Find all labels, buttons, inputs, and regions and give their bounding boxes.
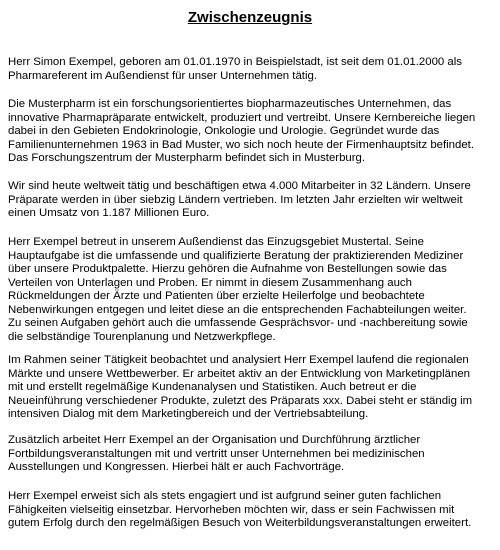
paragraph-line: Wir sind heute weltweit tätig und beschäftigen etwa 4.000 Mitarbeiter in 32 Ländern. Unsere [8, 180, 471, 192]
paragraph-7 [8, 490, 498, 531]
paragraph-line: Nebenwirkungen entgegen und leitet diese an die entsprechenden Fachabteilungen weiter. [8, 303, 467, 316]
paragraph-line: Rückmeldungen der Ärzte und Patienten über erzielte Heilerfolge und beobachtete [8, 290, 425, 302]
paragraph-line: über unsere Produktpalette. Hierzu gehören die Aufnahme von Bestellungen sowie das [8, 263, 447, 275]
paragraph-line: Pharmareferent im Außendienst für unser Unternehmen tätig. [8, 69, 317, 82]
paragraph-line: Familienunternehmen 1963 in Bad Muster, wo sich noch heute der Firmenhauptsitz befindet. [8, 138, 475, 151]
paragraph-line: Das Forschungszentrum der Musterpharm befindet sich in Musterburg. [8, 152, 366, 164]
paragraph-line: Fortbildungsveranstaltungen mit und vertritt unser Unternehmen bei medizinischen [8, 447, 425, 460]
paragraph-line: mit und erstellt regelmäßige Kundenanalysen und Statistiken. Auch betreut er die [8, 381, 417, 393]
paragraph-line: einen Umsatz von 1.187 Millionen Euro. [8, 207, 210, 219]
paragraph-line: Präparate werden in über siebzig Ländern vertrieben. Im letzten Jahr erzielten wir weltweit [8, 193, 463, 206]
paragraph-line: intensiven Dialog mit dem Marketingbereich und der Vertriebsabteilung. [8, 408, 369, 420]
paragraph-line: gutem Erfolg durch den regelmäßigen Besuch von Weiterbildungsveranstaltungen erweitert. [8, 517, 472, 529]
paragraph-line: Ausstellungen und Kongressen. Hierbei hält er auch Fachvorträge. [8, 461, 345, 473]
paragraph-4 [8, 236, 498, 344]
paragraph-line: Herr Simon Exempel, geboren am 01.01.1970 in Beispielstadt, ist seit dem 01.01.2000 als [8, 56, 462, 68]
paragraph-line: Im Rahmen seiner Tätigkeit beobachtet und analysiert Herr Exempel laufend die regionalen [8, 354, 469, 366]
paragraph-line: Die Musterpharm ist ein forschungsorientiertes biopharmazeutisches Unternehmen, das [8, 98, 452, 110]
paragraph-5 [8, 354, 498, 422]
paragraph-line: die selbständige Tourenplanung und Netzwerkpflege. [8, 330, 276, 343]
paragraph-line: Verteilen von Unterlagen und Proben. Er nimmt in diesem Zusammenhang auch [8, 276, 412, 289]
paragraph-line: Zu seinen Aufgaben gehört auch die umfassende Gesprächsvor- und -nachbereitung sowie [8, 317, 468, 329]
paragraph-line: innovative Pharmapräparate entwickelt, produziert und vertreibt. Unsere Kernbereiche liegen [8, 111, 476, 124]
paragraph-6 [8, 434, 498, 475]
paragraph-line: Zusätzlich arbeitet Herr Exempel an der Organisation und Durchführung ärztlicher [8, 434, 421, 446]
paragraph-line: Hauptaufgabe ist die umfassende und qualifizierte Beratung der praktizierenden Mediziner [8, 249, 464, 262]
paragraph-line: dabei in den Gebieten Endokrinologie, Onkologie und Urologie. Gegründet wurde das [8, 125, 440, 137]
paragraph-line: Märkte und unsere Wettbewerber. Er arbeitet aktiv an der Entwicklung von Marketingplänen [8, 367, 470, 380]
paragraph-line: Neueinführung verschiedener Produkte, zuletzt des Präparats xxx. Dabei steht er ständig im [8, 394, 473, 407]
paragraph-3 [8, 180, 498, 221]
paragraph-line: Fähigkeiten vielseitig einsetzbar. Hervorheben möchten wir, dass er sein Fachwissen mit [8, 503, 455, 516]
paragraph-2 [8, 98, 498, 166]
document-title: Zwischenzeugnis [187, 9, 313, 26]
paragraph-1 [8, 56, 498, 83]
paragraph-line: Herr Exempel betreut in unserem Außendienst das Einzugsgebiet Mustertal. Seine [8, 236, 424, 248]
paragraph-line: Herr Exempel erweist sich als stets engagiert und ist aufgrund seiner guten fachlichen [8, 490, 442, 502]
